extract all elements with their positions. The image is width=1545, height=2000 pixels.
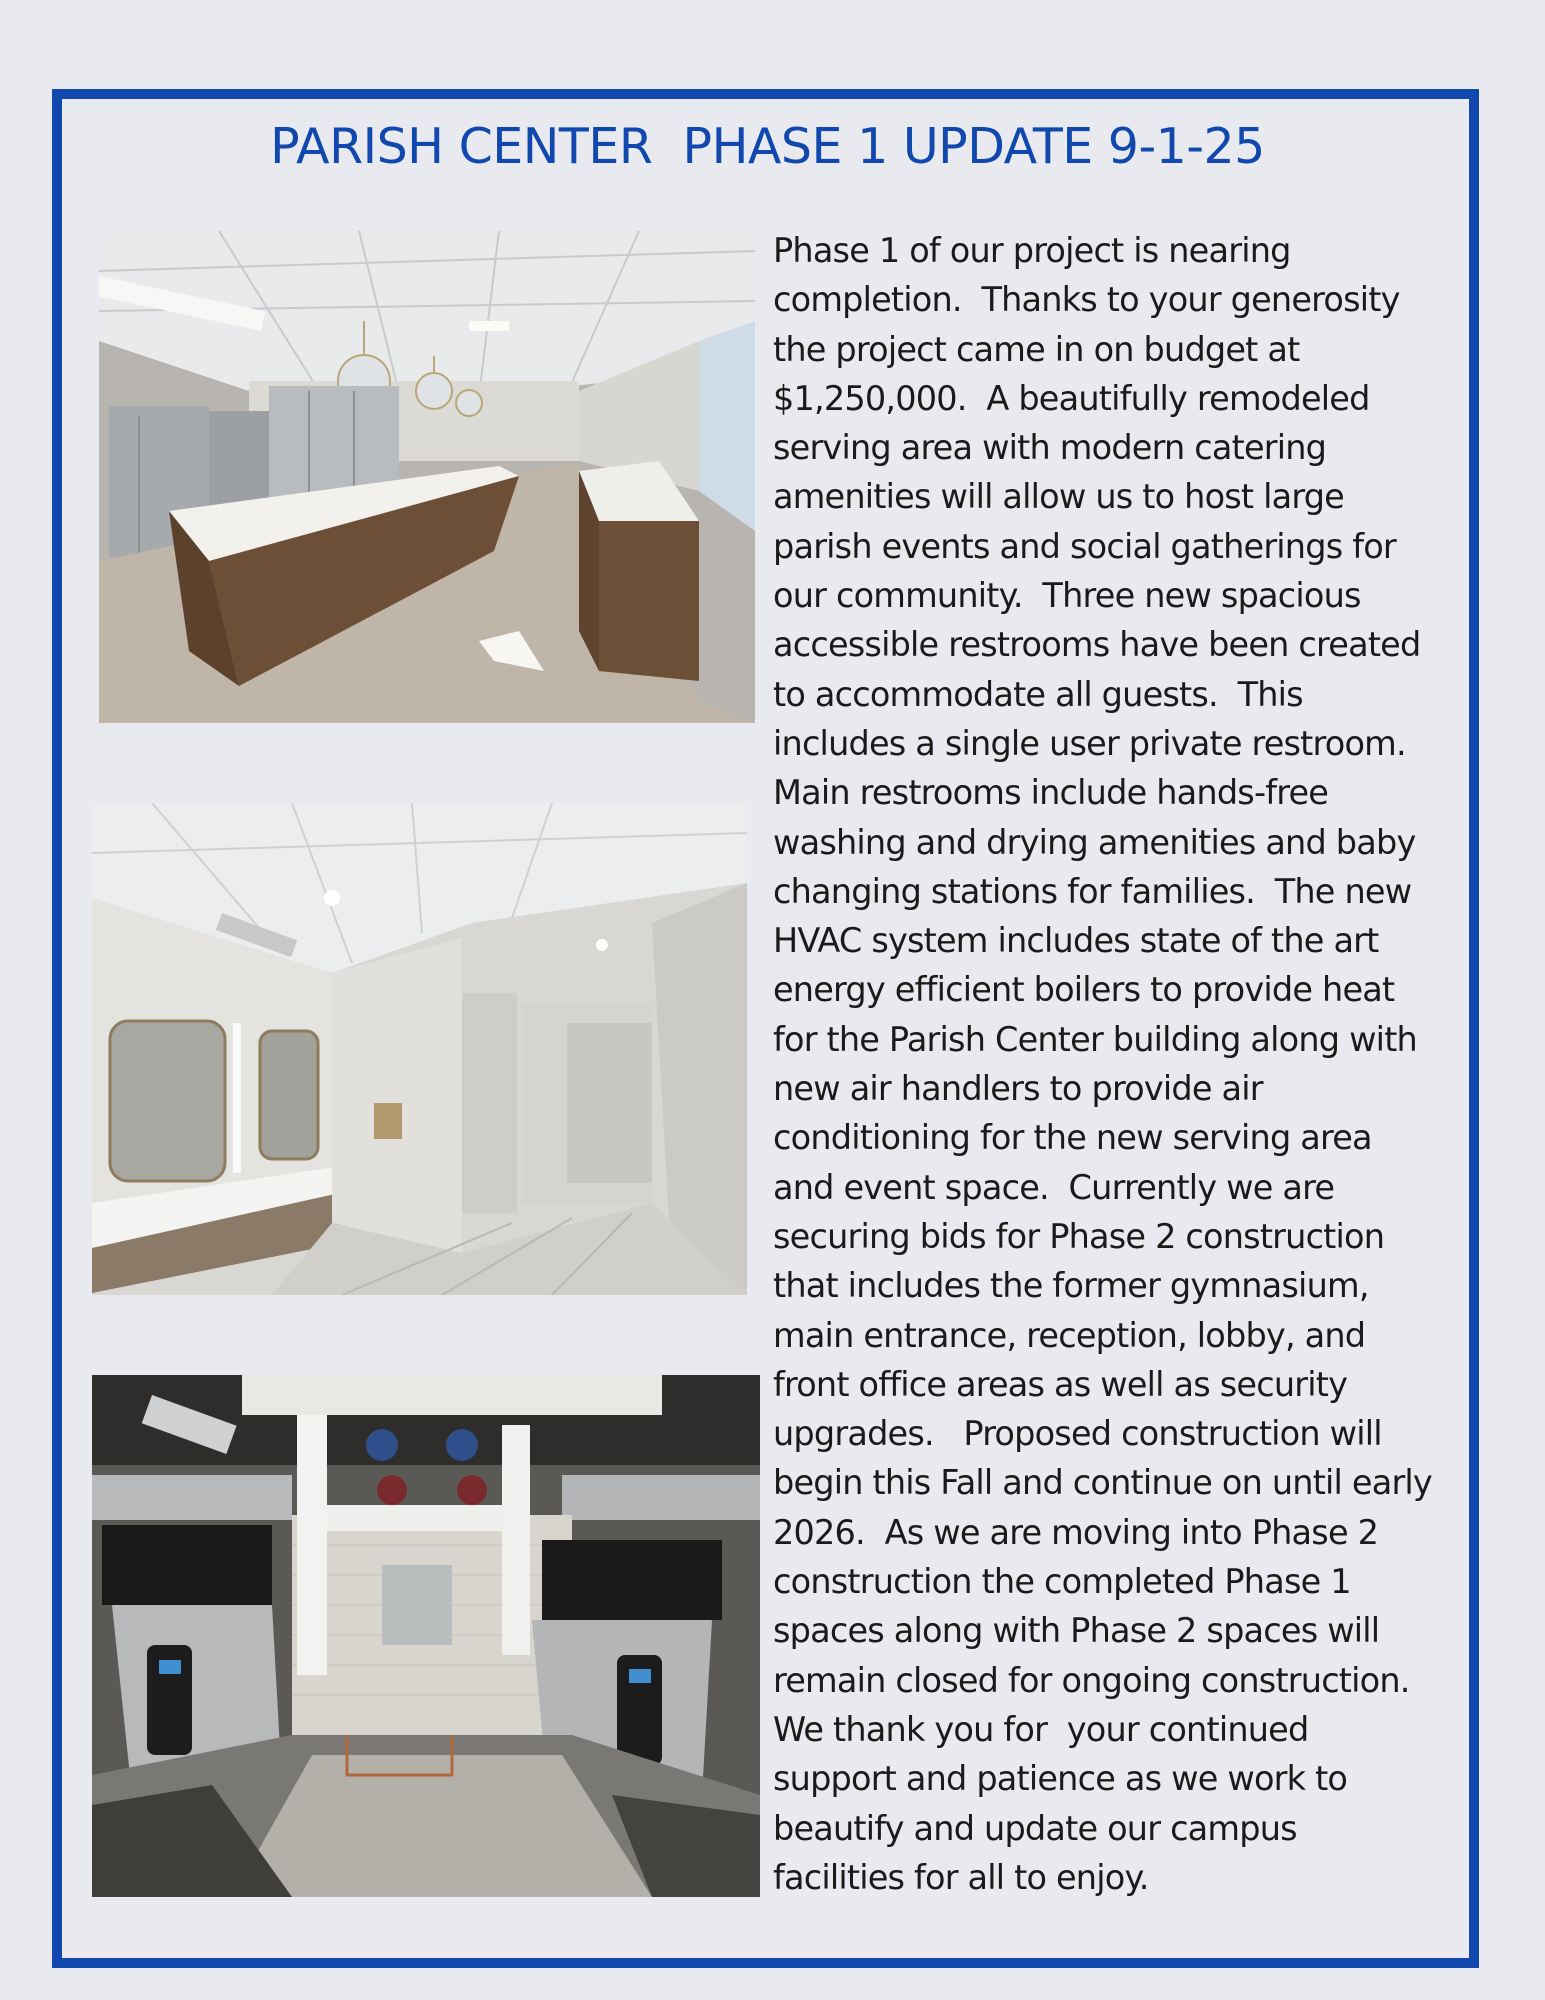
body-line: amenities will allow us to host large (773, 477, 1344, 517)
body-line: includes a single user private restroom. (773, 723, 1406, 763)
body-line: conditioning for the new serving area (773, 1118, 1372, 1158)
body-line: upgrades. Proposed construction will (773, 1414, 1382, 1454)
body-line: completion. Thanks to your generosity (773, 280, 1400, 320)
hvac-room-photo (92, 1375, 760, 1897)
body-line: new air handlers to provide air (773, 1069, 1263, 1109)
body-line: that includes the former gymnasium, (773, 1266, 1369, 1306)
body-line: HVAC system includes state of the art (773, 921, 1379, 961)
body-line: $1,250,000. A beautifully remodeled (773, 378, 1370, 418)
body-line: Phase 1 of our project is nearing (773, 231, 1291, 270)
body-line: and event space. Currently we are (773, 1167, 1335, 1207)
body-line: parish events and social gatherings for (773, 526, 1396, 566)
body-line: our community. Three new spacious (773, 576, 1361, 616)
serving-area-photo (99, 231, 755, 723)
body-line: for the Parish Center building along with (773, 1019, 1417, 1059)
body-line: main entrance, reception, lobby, and (773, 1315, 1366, 1355)
body-line: the project came in on budget at (773, 329, 1300, 369)
body-line: begin this Fall and continue on until early (773, 1463, 1432, 1503)
body-line: energy efficient boilers to provide heat (773, 970, 1395, 1010)
body-line: washing and drying amenities and baby (773, 822, 1416, 862)
body-line: spaces along with Phase 2 spaces will (773, 1611, 1380, 1651)
body-line: Main restrooms include hands-free (773, 773, 1329, 813)
body-line: beautify and update our campus (773, 1808, 1297, 1848)
body-line: serving area with modern catering (773, 428, 1327, 468)
body-line: to accommodate all guests. This (773, 674, 1303, 714)
page-title: PARISH CENTER PHASE 1 UPDATE 9-1-25 (270, 118, 1265, 175)
body-text (773, 226, 1493, 1902)
body-line: We thank you for your continued (773, 1709, 1309, 1749)
body-line: remain closed for ongoing construction. (773, 1660, 1410, 1700)
body-line: construction the completed Phase 1 (773, 1562, 1351, 1602)
body-line: front office areas as well as security (773, 1364, 1348, 1404)
body-line: securing bids for Phase 2 construction (773, 1216, 1385, 1256)
restroom-photo (92, 803, 747, 1295)
body-line: support and patience as we work to (773, 1759, 1348, 1799)
body-line: changing stations for families. The new (773, 871, 1412, 911)
body-line: facilities for all to enjoy. (773, 1857, 1149, 1897)
body-line: accessible restrooms have been created (773, 625, 1421, 665)
body-line: 2026. As we are moving into Phase 2 (773, 1512, 1379, 1552)
